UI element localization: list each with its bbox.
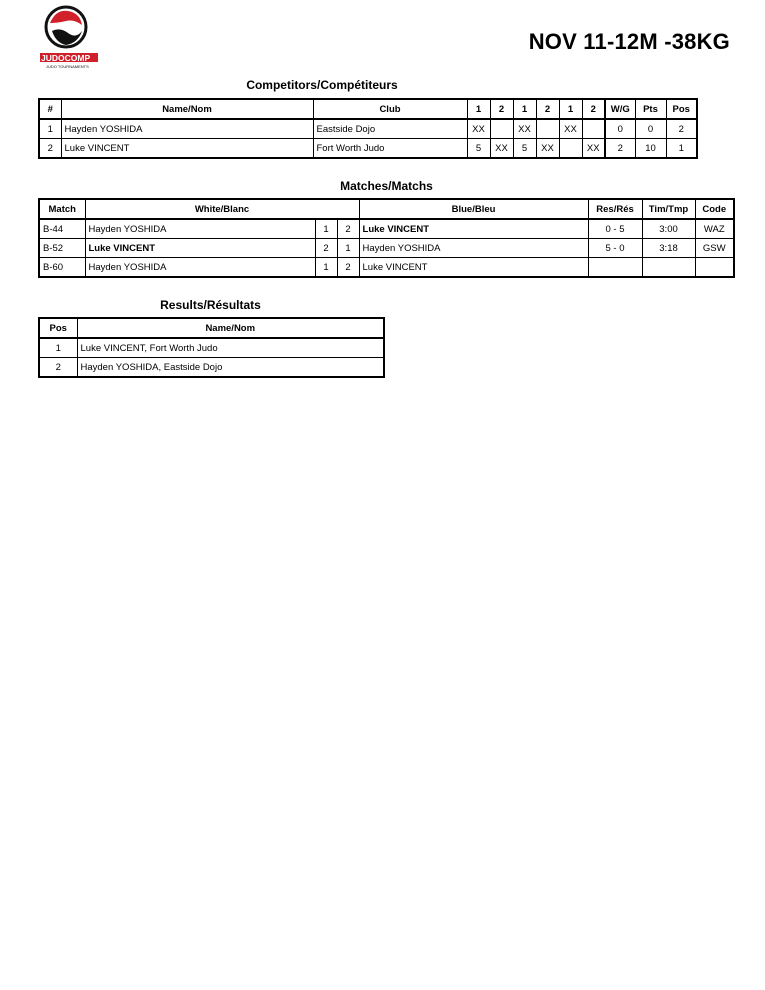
round-score: XX <box>467 119 490 139</box>
competitors-header-row <box>39 99 697 119</box>
competitors-title: Competitors/Compétiteurs <box>246 78 398 92</box>
round-score: XX <box>490 139 513 159</box>
table-row <box>39 358 384 378</box>
col-round: 2 <box>536 99 559 119</box>
competitor-num: 1 <box>39 119 61 139</box>
competitor-name: Luke VINCENT <box>61 139 313 159</box>
match-id: B-44 <box>39 219 85 239</box>
table-row <box>39 239 734 258</box>
match-time: 3:18 <box>642 239 695 258</box>
round-score <box>582 119 605 139</box>
match-id: B-60 <box>39 258 85 278</box>
col-pos: Pos <box>39 318 77 338</box>
white-competitor: Luke VINCENT <box>85 239 315 258</box>
col-round: 2 <box>582 99 605 119</box>
competitors-table <box>38 98 698 159</box>
results-table <box>38 317 385 378</box>
col-name: Name/Nom <box>61 99 313 119</box>
table-row <box>39 219 734 239</box>
table-row <box>39 119 697 139</box>
round-score: 5 <box>467 139 490 159</box>
blue-competitor: Hayden YOSHIDA <box>359 239 588 258</box>
matches-header-row <box>39 199 734 219</box>
round-score: XX <box>559 119 582 139</box>
blue-number: 1 <box>337 239 359 258</box>
blue-number: 2 <box>337 258 359 278</box>
col-pos: Pos <box>666 99 697 119</box>
col-result: Res/Rés <box>588 199 642 219</box>
col-wg: W/G <box>605 99 635 119</box>
round-score <box>536 119 559 139</box>
page-title: NOV 11-12M -38KG <box>528 29 730 54</box>
col-name: Name/Nom <box>77 318 384 338</box>
blue-competitor: Luke VINCENT <box>359 219 588 239</box>
match-result <box>588 258 642 278</box>
competitor-club: Eastside Dojo <box>313 119 467 139</box>
col-pts: Pts <box>635 99 666 119</box>
match-id: B-52 <box>39 239 85 258</box>
white-competitor: Hayden YOSHIDA <box>85 258 315 278</box>
competitor-name: Hayden YOSHIDA <box>61 119 313 139</box>
match-code <box>695 258 734 278</box>
competitor-pts: 10 <box>635 139 666 159</box>
blue-competitor: Luke VINCENT <box>359 258 588 278</box>
competitor-pos: 2 <box>666 119 697 139</box>
competitor-pos: 1 <box>666 139 697 159</box>
white-number: 2 <box>315 239 337 258</box>
logo-text: JUDOCOMP <box>41 53 91 63</box>
match-time: 3:00 <box>642 219 695 239</box>
competitor-pts: 0 <box>635 119 666 139</box>
match-result: 0 - 5 <box>588 219 642 239</box>
round-score <box>490 119 513 139</box>
round-score: 5 <box>513 139 536 159</box>
logo-subtext: JUDO TOURNAMENTS <box>46 64 89 69</box>
results-title: Results/Résultats <box>160 298 261 312</box>
col-match: Match <box>39 199 85 219</box>
col-club: Club <box>313 99 467 119</box>
round-score <box>559 139 582 159</box>
round-score: XX <box>513 119 536 139</box>
match-code: GSW <box>695 239 734 258</box>
white-number: 1 <box>315 219 337 239</box>
col-round: 1 <box>559 99 582 119</box>
match-code: WAZ <box>695 219 734 239</box>
result-name: Luke VINCENT, Fort Worth Judo <box>77 338 384 358</box>
table-row <box>39 258 734 278</box>
round-score: XX <box>582 139 605 159</box>
white-competitor: Hayden YOSHIDA <box>85 219 315 239</box>
competitor-wg: 0 <box>605 119 635 139</box>
competitor-club: Fort Worth Judo <box>313 139 467 159</box>
col-time: Tim/Tmp <box>642 199 695 219</box>
matches-table <box>38 198 735 278</box>
col-white: White/Blanc <box>85 199 359 219</box>
table-row <box>39 338 384 358</box>
result-pos: 1 <box>39 338 77 358</box>
col-code: Code <box>695 199 734 219</box>
col-round: 1 <box>513 99 536 119</box>
blue-number: 2 <box>337 219 359 239</box>
results-header-row <box>39 318 384 338</box>
match-time <box>642 258 695 278</box>
round-score: XX <box>536 139 559 159</box>
result-name: Hayden YOSHIDA, Eastside Dojo <box>77 358 384 378</box>
white-number: 1 <box>315 258 337 278</box>
competitor-num: 2 <box>39 139 61 159</box>
competitor-wg: 2 <box>605 139 635 159</box>
result-pos: 2 <box>39 358 77 378</box>
table-row <box>39 139 697 159</box>
col-round: 2 <box>490 99 513 119</box>
match-result: 5 - 0 <box>588 239 642 258</box>
matches-title: Matches/Matchs <box>340 179 433 193</box>
col-blue: Blue/Bleu <box>359 199 588 219</box>
col-num: # <box>39 99 61 119</box>
judocomp-logo <box>38 3 98 69</box>
col-round: 1 <box>467 99 490 119</box>
